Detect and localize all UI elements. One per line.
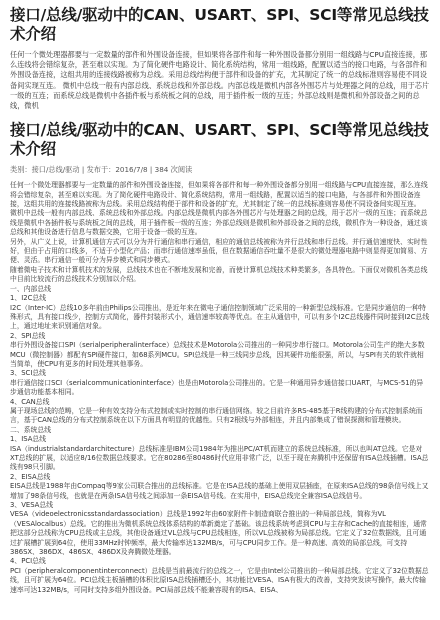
article-body [10,181,430,595]
publish-date: 2016/7/8 [115,165,148,175]
article-title: 接口/总线/驱动中的CAN、USART、SPI、SCI等常见总线技术介绍 [10,6,429,43]
article-title-repeat: 接口/总线/驱动中的CAN、USART、SPI、SCI等常见总线技术介绍 [10,121,429,159]
section-heading: 一、内部总线 [10,284,52,293]
paragraph: 串行外围设备接口SPI（serialperipheralinterface）总线技术是Motorola公司推出的一种同步串行接口。Motorola公司生产的绝大多数MCU（微控制器）都配有SPI硬件接口，如68系列MCU。SPI总线是一种三线同步总线，因其硬件功能很强，所以，与SPI有关的软件就相当简单，使CPU有更多的时间处理其他事务。 [10,341,425,368]
subsection-heading: 3、VESA总线 [10,501,54,510]
date-label: 发布于： [86,165,116,175]
paragraph: 串行通信接口SCI（serialcommunicationinterface）也是由Motorola公司推出的。它是一种通用异步通信接口UART，与MCS-51的异步通信功能基本相同。 [10,378,424,397]
subsection-heading: 1、ISA总线 [10,435,47,444]
paragraph: 微机中总线一般有内部总线、系统总线和外部总线。内部总线是微机内部各外围芯片与处理器之间的总线，用于芯片一级的互连；而系统总线是微机中各插件板与系统板之间的总线，用于插件板一级的互连；外部总线则是微机和外部设备之间的总线，微机作为一种设备，通过该总线和其他设备进行信息与数据交换，它用于设备一级的互连。 [10,209,428,237]
category-link[interactable]: 接口/总线/驱动 [31,165,80,175]
subsection-heading: 2、SPI总线 [10,331,46,340]
subsection-heading: 4、CAN总线 [10,397,50,406]
paragraph: PCI（peripheralcomponentinterconnect）总线是当前最流行的总线之一，它是由Intel公司推出的一种局部总线。它定义了32位数据总线，且可扩展为64位。PCI总线主板插槽的体积比原ISA总线插槽还小，其功能比VESA、ISA有极大的改善，支持突发读写操作，最大传输速率可达132MB/s，可同时支持多组外围设备。PCI局部总线不能兼容现有的ISA、EISA、 [10,566,429,594]
paragraph: 属于现场总线的范畴，它是一种有效支持分布式控制或实时控制的串行通信网络。较之目前许多RS-485基于R线构建的分布式控制系统而言，基于CAN总线的分布式控制系统在以下方面具有明显的优越性。只有2根线与外部相连，并且内部集成了错误探测和管理模块。 [10,406,423,425]
paragraph: EISA总线是1988年由Compaq等9家公司联合推出的总线标准。它是在ISA总线的基础上使用双层插座，在原来ISA总线的98条信号线上又增加了98条信号线，也就是在两条ISA信号线之间添加一条EISA信号线。在实用中，EISA总线完全兼容ISA总线信号。 [10,482,429,500]
category-label: 类别： [10,165,32,175]
paragraph: I2C（Inter-IC）总线10多年前由Philips公司推出，是近年来在微电子通信控制领域广泛采用的一种新型总线标准。它是同步通信的一种特殊形式，具有接口线少，控制方式简化，器件封装形式小，通信速率较高等优点。在主从通信中，可以有多个I2C总线器件同时接到I2C总线上，通过地址来识别通信对象。 [10,303,430,331]
paragraph: 任何一个微处理器都要与一定数量的部件和外围设备连接，但如果将各部件和每一种外围设备都分别用一组线路与CPU直接连接，那么连线将会错综复杂，甚至难以实现。为了简化硬件电路设计、简化系统结构，常用一组线路，配置以适当的接口电路，与各部件和外围设备连接，这组共用的连接线路被称为总线。采用总线结构便于部件和设备的扩充，尤其制定了统一的总线标准则容易使不同设备间实现互连。 [10,181,428,209]
view-count: 384 次阅读 [154,165,193,175]
section-heading: 二、系统总线 [10,425,52,434]
subsection-heading: 4、PCI总线 [10,557,46,566]
paragraph: 随着微电子技术和计算机技术的发展，总线技术也在不断地发展和完善，而使计算机总线技术种类繁多，各具特色。下面仅对微机各类总线中目前比较流行的总线技术分别加以介绍。 [10,265,428,284]
paragraph: VESA（videoelectronicsstandardassociation）总线是1992年由60家附件卡制造商联合推出的一种局部总线，简称为VL（VESAlocalbus）总线。它的推出为微机系统总线体系结构的革新奠定了基础。该总线系统考虑到CPU与主存和Cache的直接相连，通常把这部分总线称为CPU总线或主总线，其他设备通过VL总线与CPU总线相连，所以VL总线被称为局部总线。它定义了32位数据线，且可通过扩展槽扩展到64位，使用33MHz时钟频率，最大传输率达132MB/s，可与CPU同步工作。是一种高速、高效的局部总线，可支持386SX、386DX、486SX、486DX及奔腾微处理器。 [10,510,427,557]
subsection-heading: 2、EISA总线 [10,472,51,481]
subsection-heading: 1、I2C总线 [10,294,47,303]
subsection-heading: 3、SCI总线 [10,369,47,378]
article-intro: 任何一个微处理器都要与一定数量的部件和外围设备连接，但如果将各部件和每一种外围设备都分别用一组线路与CPU直接连接，那么连线将会错综复杂，甚至难以实现。为了简化硬件电路设计、简化系统结构，常用一组线路，配置以适当的接口电路，与各部件和外围设备连接，这组共用的连接线路被称为总线。采用总线结构便于部件和设备的扩充，尤其制定了统一的总线标准则容易使不同设备间实现互连。 微机中总线一般有内部总线、系统总线和外部总线。内部总线是微机内部各外围芯片与处理器之间的总线，用于芯片一级的互连；而系统总线是微机中各插件板与系统板之间的总线，用于插件板一级的互连；外部总线则是微机和外部设备之间的总线，微机 [10,50,430,111]
article-meta: 类别：接口/总线/驱动 | 发布于：2016/7/8 | 384 次阅读 [10,165,193,175]
paragraph: 另外，从广义上说，计算机通信方式可以分为并行通信和串行通信，相应的通信总线被称为并行总线和串行总线。并行通信速度快、实时性好，但由于占用的口线多，不适于小型化产品；而串行通信速率虽低，但在数据通信吞吐量不是很大的微处理器电路中则显得更加简易、方便、灵活。串行通信一般可分为异步模式和同步模式。 [10,237,428,265]
paragraph: ISA（industrialstandardarchitecture）总线标准是IBM公司1984年为推出PC/AT机而建立的系统总线标准，所以也叫AT总线。它是对XT总线的扩展，以适应8/16位数据总线要求。它在80286至80486时代应用非常广泛，以至于现在奔腾机中还保留有ISA总线插槽。ISA总线有98只引脚。 [10,444,429,472]
